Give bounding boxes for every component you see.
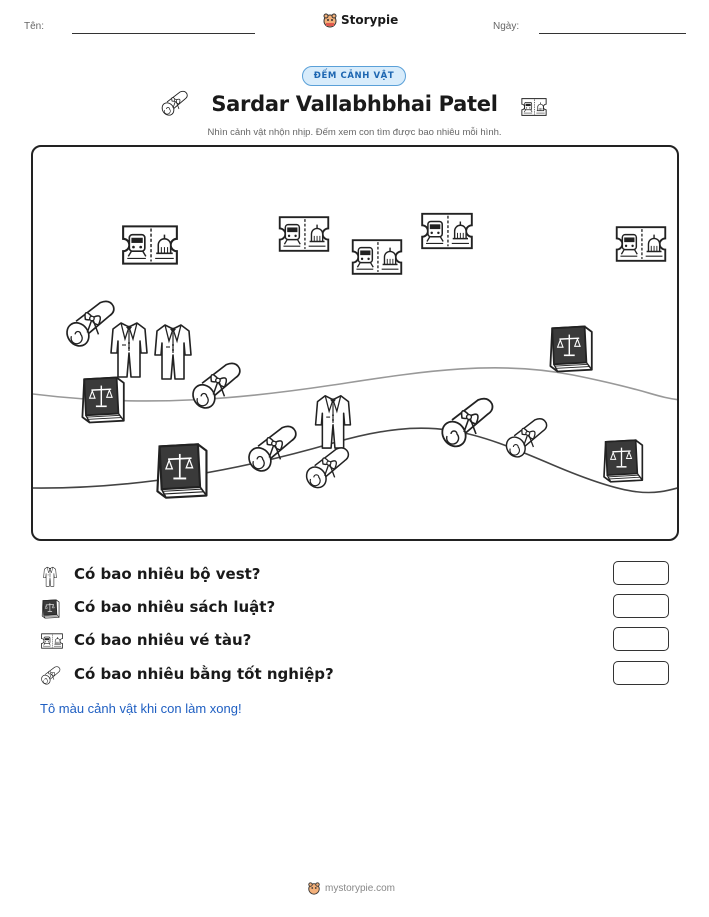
diploma-scroll-icon xyxy=(40,665,62,687)
question-row xyxy=(40,629,670,653)
answer-box[interactable] xyxy=(613,594,669,618)
footer-url: mystorypie.com xyxy=(325,882,396,894)
question-row xyxy=(40,663,670,687)
answer-box[interactable] xyxy=(613,661,669,685)
train-ticket-icon xyxy=(349,236,405,278)
law-book-icon xyxy=(77,372,131,428)
law-book-icon xyxy=(599,435,649,487)
name-label: Tên: xyxy=(24,21,45,32)
law-book-icon xyxy=(545,322,599,376)
question-text: Có bao nhiêu sách luật? xyxy=(74,598,276,616)
law-book-icon xyxy=(40,598,62,620)
diploma-scroll-icon xyxy=(189,359,245,415)
brand-logo xyxy=(322,12,398,28)
diploma-scroll-icon xyxy=(303,445,353,493)
question-text: Có bao nhiêu vé tàu? xyxy=(74,631,252,649)
question-row xyxy=(40,596,670,620)
suit-icon xyxy=(313,390,353,450)
train-ticket-icon xyxy=(40,631,64,651)
counting-scene xyxy=(31,145,679,541)
footer xyxy=(307,881,395,895)
diploma-scroll-icon xyxy=(245,422,301,478)
train-ticket-icon xyxy=(119,222,181,268)
question-row xyxy=(40,563,670,587)
coloring-note: Tô màu cảnh vật khi con làm xong! xyxy=(40,701,242,716)
name-line[interactable] xyxy=(72,33,255,34)
train-ticket-icon xyxy=(520,96,548,118)
suit-icon xyxy=(40,565,60,587)
question-text: Có bao nhiêu bằng tốt nghiệp? xyxy=(74,665,334,683)
answer-box[interactable] xyxy=(613,627,669,651)
train-ticket-icon xyxy=(276,213,332,255)
train-ticket-icon xyxy=(417,210,477,252)
suit-icon xyxy=(153,319,193,381)
train-ticket-icon xyxy=(613,223,669,265)
storypie-mascot-icon xyxy=(322,12,338,28)
law-book-icon xyxy=(151,439,215,503)
instructions: Nhìn cảnh vật nhộn nhịp. Đếm xem con tìm được bao nhiêu mỗi hình. xyxy=(207,127,502,138)
storypie-mascot-icon xyxy=(307,881,321,895)
date-line[interactable] xyxy=(539,33,686,34)
date-label: Ngày: xyxy=(493,21,520,32)
brand-name: Storypie xyxy=(341,13,399,27)
diploma-scroll-icon xyxy=(438,395,498,453)
answer-box[interactable] xyxy=(613,561,669,585)
page-title: Sardar Vallabhbhai Patel xyxy=(211,92,498,116)
suit-icon xyxy=(109,317,149,379)
diploma-scroll-icon xyxy=(503,415,551,463)
question-text: Có bao nhiêu bộ vest? xyxy=(74,565,261,583)
category-badge: ĐẾM CẢNH VẬT xyxy=(302,66,406,86)
